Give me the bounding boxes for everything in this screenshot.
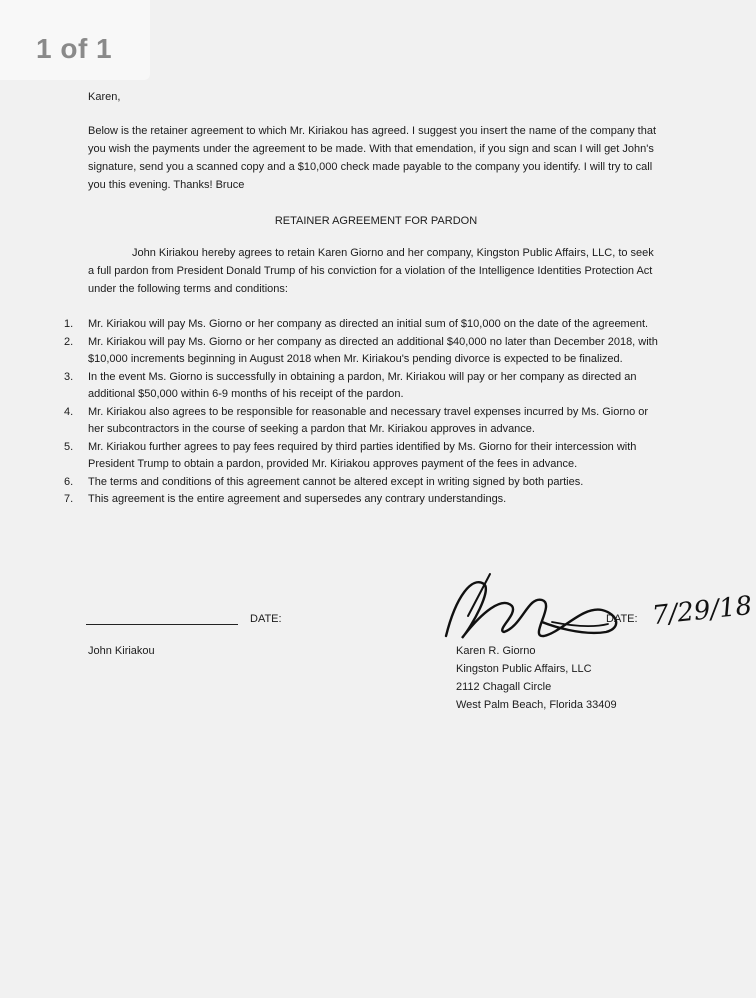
term-text: Mr. Kiriakou will pay Ms. Giorno or her company as directed an initial sum of $10,000 on the date of the agreement. xyxy=(88,318,649,330)
signatory-giorno-block xyxy=(456,642,676,714)
page-counter-badge xyxy=(0,0,150,80)
letter-greeting: Karen, xyxy=(88,91,121,103)
term-number: 2. xyxy=(64,335,74,348)
term-item xyxy=(64,491,664,509)
terms-list xyxy=(64,316,664,509)
term-item xyxy=(64,404,664,439)
agreement-heading: RETAINER AGREEMENT FOR PARDON xyxy=(274,215,478,227)
letter-intro: Below is the retainer agreement to which Mr. Kiriakou has agreed. I suggest you insert the name of the company that you wish the payments under the agreement to be made. With that emendation, if you sign and scan I will get John's signature, send you a scanned copy and a $10,000 check made payable to the company you identify. I will try to call you this evening. Thanks! Bruce xyxy=(88,125,657,191)
term-number: 6. xyxy=(64,475,74,488)
term-number: 1. xyxy=(64,318,74,330)
term-text: In the event Ms. Giorno is successfully in obtaining a pardon, Mr. Kiriakou will pay or her company as directed an additional $50,000 within 6-9 months of his receipt of the pardon. xyxy=(88,370,637,400)
agreement-body: John Kiriakou hereby agrees to retain Karen Giorno and her company, Kingston Public Affairs, LLC, to seek a full pardon from President Donald Trump of his conviction for a violation of the Intelligence Identities Protection Act under the following terms and conditions: xyxy=(88,247,654,295)
term-text: Mr. Kiriakou also agrees to be responsible for reasonable and necessary travel expenses incurred by Ms. Giorno or her subcontractors in the course of seeking a pardon that Mr. Kiriakou approves in advance. xyxy=(88,405,649,435)
signatory-giorno-name: Karen R. Giorno xyxy=(456,645,536,657)
term-number: 3. xyxy=(64,370,74,383)
term-text: Mr. Kiriakou further agrees to pay fees required by third parties identified by Ms. Giorno for their intercession with President Trump to obtain a pardon, provided Mr. Kiriakou approves payment of the fees in advance. xyxy=(88,440,637,470)
signatory-company: Kingston Public Affairs, LLC xyxy=(456,663,592,675)
term-item xyxy=(64,439,664,474)
term-text: Mr. Kiriakou will pay Ms. Giorno or her company as directed an additional $40,000 no later than December 2018, with $10,000 increments beginning in August 2018 when Mr. Kiriakou's pending divorce is expected to be finalized. xyxy=(88,335,658,365)
term-item xyxy=(64,474,664,492)
signatory-address-line1: 2112 Chagall Circle xyxy=(456,681,552,693)
signatory-address-line2: West Palm Beach, Florida 33409 xyxy=(456,699,617,711)
term-number: 4. xyxy=(64,405,74,418)
term-text: The terms and conditions of this agreement cannot be altered except in writing signed by both parties. xyxy=(88,475,584,488)
handwritten-date: 7/29/18 xyxy=(650,590,754,632)
signatory-kiriakou: John Kiriakou xyxy=(88,645,155,657)
term-item xyxy=(64,369,664,404)
date-label-giorno: DATE: xyxy=(606,613,638,625)
term-text: This agreement is the entire agreement and supersedes any contrary understandings. xyxy=(88,493,507,505)
page-counter: 1 of 1 xyxy=(36,33,113,64)
date-label-kiriakou: DATE: xyxy=(250,613,282,625)
term-number: 5. xyxy=(64,440,74,453)
term-number: 7. xyxy=(64,493,74,505)
signature-line-kiriakou xyxy=(86,624,238,625)
term-item xyxy=(64,316,664,334)
term-item xyxy=(64,334,664,369)
